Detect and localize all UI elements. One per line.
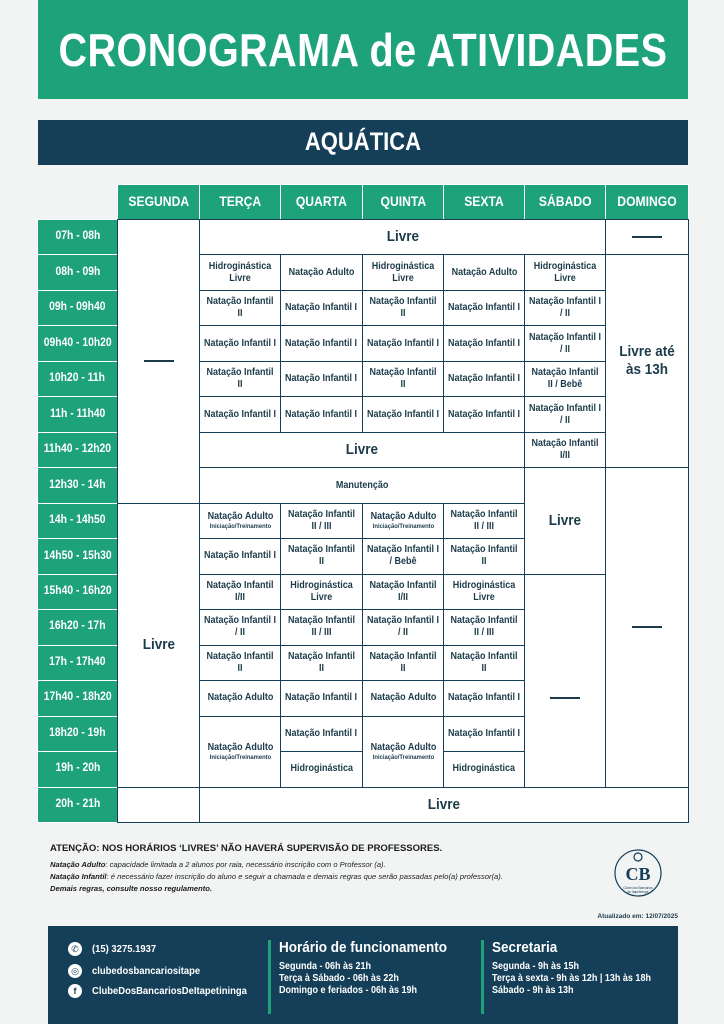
activity-cell: Natação Infantil II / III	[280, 609, 363, 645]
time-slot: 19h - 20h	[37, 751, 118, 787]
time-slot: 08h - 09h	[37, 254, 118, 290]
domingo-empty	[605, 467, 689, 787]
activity-cell: Natação Adulto Iniciação/Treinamento	[199, 716, 281, 788]
day-header: SÁBADO	[524, 184, 606, 220]
note-adulto: Natação Adulto: capacidade limitada a 2 alunos por raia, necessário inscrição com o Professor (a).	[50, 860, 386, 869]
dash-mark	[144, 360, 174, 362]
segunda-empty	[117, 219, 200, 504]
maintenance-cell: Manutenção	[199, 467, 525, 503]
note-demais: Demais regras, consulte nosso regulamento.	[50, 883, 213, 893]
activity-cell: Hidroginástica Livre	[524, 254, 606, 290]
dash-mark	[632, 626, 662, 628]
activity-cell: Natação Infantil II / Bebê	[524, 361, 606, 397]
activity-cell: Natação Infantil I	[443, 325, 525, 361]
activity-cell: Natação Infantil I	[443, 361, 525, 397]
livre-cell: Livre	[199, 219, 606, 255]
facebook-icon: f	[68, 984, 82, 998]
activity-cell: Natação Infantil I / II	[524, 290, 606, 326]
time-slot: 18h20 - 19h	[37, 716, 118, 752]
svg-text:Clube dos Bancários: Clube dos Bancários	[623, 886, 653, 890]
activity-cell: Natação Infantil I	[443, 396, 525, 432]
time-slot: 16h20 - 17h	[37, 609, 118, 645]
activity-cell: Natação Infantil I/II	[199, 574, 281, 610]
activity-cell: Hidroginástica Livre	[199, 254, 281, 290]
activity-cell: Hidroginástica	[443, 751, 525, 787]
activity-cell: Natação Infantil I / Bebê	[362, 538, 444, 574]
contact-instagram[interactable]: ◎ clubedosbancariositape	[68, 964, 212, 978]
divider	[481, 940, 484, 1014]
time-slot: 11h - 11h40	[37, 396, 118, 432]
time-slot: 12h30 - 14h	[37, 467, 118, 503]
activity-cell: Natação Infantil I	[280, 361, 363, 397]
title-banner	[38, 0, 688, 99]
time-slot: 07h - 08h	[37, 219, 118, 255]
activity-cell: Natação Infantil I/II	[524, 432, 606, 468]
note-infantil: Natação Infantil: é necessário fazer inscrição do aluno e seguir a chamada e demais regras que serão passadas pelo(a) professor(a).	[50, 871, 503, 881]
subtitle-banner	[38, 120, 688, 165]
segunda-empty	[117, 787, 200, 823]
activity-cell: Natação Infantil I / II	[524, 396, 606, 432]
activity-cell: Natação Adulto	[443, 254, 525, 290]
activity-cell: Natação Infantil I	[199, 325, 281, 361]
activity-cell: Hidroginástica Livre	[280, 574, 363, 610]
activity-cell: Hidroginástica Livre	[443, 574, 525, 610]
livre-cell: Livre	[524, 467, 606, 574]
opening-hours: Horário de funcionamento Segunda - 06h às 21h Terça à Sábado - 06h às 22h Domingo e feriados - 06h às 19h	[279, 939, 448, 996]
activity-cell: Natação Infantil I / II	[362, 609, 444, 645]
activity-cell: Natação Infantil II	[199, 361, 281, 397]
time-slot: 09h40 - 10h20	[37, 325, 118, 361]
activity-cell: Natação Infantil I/II	[362, 574, 444, 610]
time-slot: 14h50 - 15h30	[37, 538, 118, 574]
club-logo	[613, 848, 663, 898]
activity-cell: Natação Infantil II	[443, 538, 525, 574]
activity-cell: Natação Infantil I	[443, 716, 525, 752]
instagram-icon: ◎	[68, 964, 82, 978]
svg-text:CB: CB	[625, 864, 651, 884]
activity-cell: Natação Adulto Iniciação/Treinamento	[362, 503, 444, 539]
activity-cell: Natação Infantil II / III	[443, 609, 525, 645]
warning-note: ATENÇÃO: NOS HORÁRIOS ‘LIVRES’ NÃO HAVERÁ SUPERVISÃO DE PROFESSORES.	[50, 843, 443, 854]
activity-cell: Natação Adulto	[280, 254, 363, 290]
day-header: QUINTA	[362, 184, 444, 220]
activity-cell: Natação Infantil I	[199, 396, 281, 432]
time-slot: 11h40 - 12h20	[37, 432, 118, 468]
dash-mark	[550, 697, 580, 699]
contact-phone[interactable]: ✆ (15) 3275.1937	[68, 942, 163, 956]
activity-cell: Natação Infantil I	[280, 325, 363, 361]
livre-cell: Livre	[199, 432, 525, 468]
notes	[50, 843, 610, 894]
contact-facebook[interactable]: f ClubeDosBancariosDeItapetininga	[68, 984, 264, 998]
activity-cell: Natação Infantil II / III	[280, 503, 363, 539]
time-slot: 09h - 09h40	[37, 290, 118, 326]
activity-cell: Hidroginástica Livre	[362, 254, 444, 290]
activity-cell: Natação Adulto Iniciação/Treinamento	[362, 716, 444, 788]
activity-cell: Hidroginástica	[280, 751, 363, 787]
activity-cell: Natação Infantil I	[362, 325, 444, 361]
time-slot: 17h - 17h40	[37, 645, 118, 681]
activity-cell: Natação Infantil II	[443, 645, 525, 681]
footer	[48, 926, 678, 1024]
day-header: QUARTA	[280, 184, 363, 220]
activity-cell: Natação Adulto	[362, 680, 444, 716]
activity-cell: Natação Infantil II	[280, 538, 363, 574]
activity-cell: Natação Infantil I	[280, 396, 363, 432]
activity-cell: Natação Infantil II	[199, 290, 281, 326]
activity-cell: Natação Adulto	[199, 680, 281, 716]
activity-cell: Natação Infantil I / II	[199, 609, 281, 645]
activity-cell: Natação Infantil II	[199, 645, 281, 681]
domingo-empty	[605, 219, 689, 255]
livre-cell: Livre	[199, 787, 689, 823]
activity-cell: Natação Infantil I / II	[524, 325, 606, 361]
updated-date: Atualizado em: 12/07/2025	[597, 913, 678, 920]
secretaria: Secretaria Segunda - 9h às 15h Terça à sexta - 9h às 12h | 13h às 18h Sábado - 9h às 13h	[492, 939, 651, 996]
time-slot: 10h20 - 11h	[37, 361, 118, 397]
activity-cell: Natação Adulto Iniciação/Treinamento	[199, 503, 281, 539]
time-slot: 14h - 14h50	[37, 503, 118, 539]
dash-mark	[632, 236, 662, 238]
day-header: DOMINGO	[605, 184, 689, 220]
activity-cell: Natação Infantil I	[280, 290, 363, 326]
activity-cell: Natação Infantil I	[443, 290, 525, 326]
day-header: TERÇA	[199, 184, 281, 220]
time-slot: 15h40 - 16h20	[37, 574, 118, 610]
activity-cell: Natação Infantil II	[362, 645, 444, 681]
livre-cell: Livre	[117, 503, 200, 788]
whatsapp-icon: ✆	[68, 942, 82, 956]
domingo-livre-cell: Livre até às 13h	[605, 254, 689, 468]
day-header: SEGUNDA	[117, 184, 200, 220]
activity-cell: Natação Infantil I	[362, 396, 444, 432]
activity-cell: Natação Infantil I	[280, 716, 363, 752]
activity-cell: Natação Infantil II / III	[443, 503, 525, 539]
svg-text:de Itapetininga: de Itapetininga	[627, 890, 649, 894]
activity-cell: Natação Infantil I	[443, 680, 525, 716]
activity-cell: Natação Infantil II	[362, 361, 444, 397]
day-header: SEXTA	[443, 184, 525, 220]
page-title: CRONOGRAMA de ATIVIDADES	[58, 23, 668, 76]
activity-cell: Natação Infantil II	[280, 645, 363, 681]
time-slot: 20h - 21h	[37, 787, 118, 823]
divider	[268, 940, 271, 1014]
time-slot: 17h40 - 18h20	[37, 680, 118, 716]
activity-cell: Natação Infantil I	[280, 680, 363, 716]
activity-cell: Natação Infantil I	[199, 538, 281, 574]
activity-cell: Natação Infantil II	[362, 290, 444, 326]
section-title: AQUÁTICA	[304, 128, 422, 156]
